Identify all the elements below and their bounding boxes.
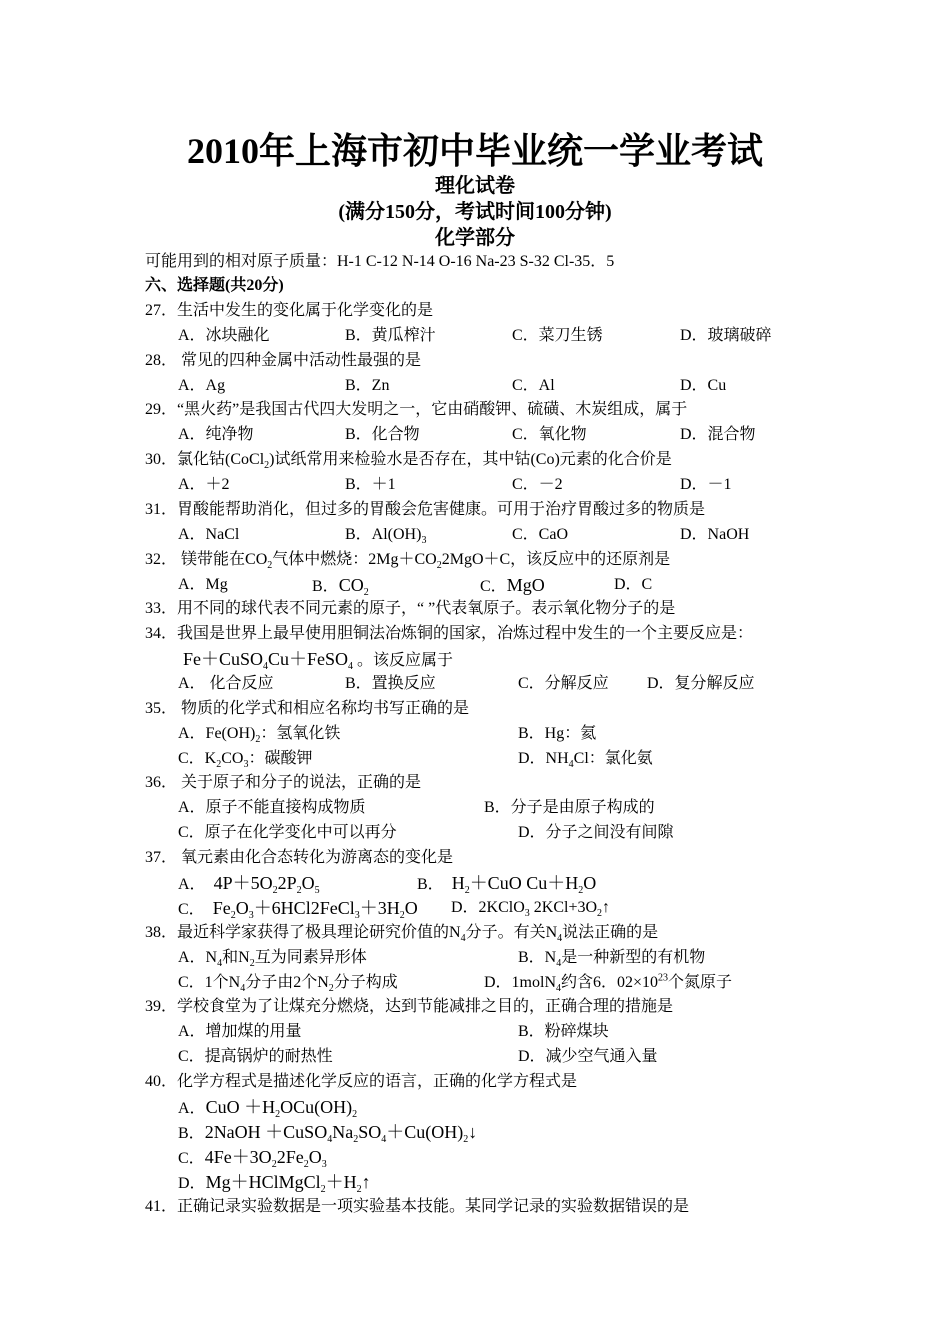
option-d[interactable]: D．Cu (680, 377, 727, 394)
question-stem: 常见的四种金属中活动性最强的是 (177, 352, 422, 369)
option-a[interactable]: A．Ag (178, 377, 226, 394)
option-a[interactable]: A．纯净物 (178, 426, 254, 443)
option-b[interactable]: B．化合物 (345, 426, 420, 443)
question-number: 30． (145, 451, 178, 468)
question-38: 38．最近科学家获得了极具理论研究价值的$N_4$分子。有关$N_4$说法正确的是 (145, 924, 659, 945)
part-title: 化学部分 (435, 227, 515, 249)
option-d[interactable]: D．玻璃破碎 (680, 327, 772, 344)
option-b[interactable]: B．$N_4$是一种新型的有机物 (518, 949, 706, 970)
question-37 (145, 848, 950, 868)
section-heading: 六、选择题(共20分) (145, 277, 284, 294)
question-32: 32． 镁带能在$CO_2$气体中燃烧：$2Mg+CO_22MgO+C$，该反应中的还原剂是 (145, 551, 671, 572)
option-b[interactable]: B．黄瓜榨汁 (345, 327, 436, 344)
option-b[interactable]: B．$Al(OH)_3$ (345, 526, 427, 547)
option-d[interactable]: D．C (614, 576, 653, 593)
option-b[interactable]: B．置换反应 (345, 675, 436, 692)
option-a[interactable]: A．＋2 (178, 476, 230, 493)
question-stem: 氧元素由化合态转化为游离态的变化是 (177, 849, 454, 866)
option-b[interactable]: B． $H_2+CuO$ $Cu+H_2O$ (417, 873, 597, 897)
question-31 (145, 500, 950, 520)
option-c[interactable]: C．菜刀生锈 (512, 327, 603, 344)
question-number: 33． (145, 600, 178, 617)
option-a[interactable]: A．CuO $+H_2OCu(OH)_2$ (178, 1097, 358, 1121)
option-d[interactable]: D．NaOH (680, 526, 750, 543)
option-c[interactable]: C．－2 (512, 476, 563, 493)
question-number: 41． (145, 1198, 178, 1215)
option-a[interactable]: A． 化合反应 (178, 675, 274, 692)
question-number: 34． (145, 625, 178, 642)
option-b[interactable]: B．分子是由原子构成的 (484, 799, 655, 816)
question-stem: 物质的化学式和相应名称均书写正确的是 (177, 700, 470, 717)
option-a[interactable]: A． $4P+5O_22P_2O_5$ (178, 873, 320, 897)
option-a[interactable]: A．$Fe(OH)_2$：氢氧化铁 (178, 725, 341, 746)
option-d[interactable]: D．复分解反应 (647, 675, 755, 692)
question-28 (145, 351, 950, 371)
question-number: 37． (145, 849, 178, 866)
option-d[interactable]: D．2KClO$_3$ $2KCl+3O_2↑$ (451, 899, 611, 920)
exam-title: 2010年上海市初中毕业统一学业考试 (186, 131, 763, 171)
question-number: 39． (145, 998, 178, 1015)
atomic-masses: 可能用到的相对原子质量：H-1 C-12 N-14 O-16 Na-23 S-32 Cl-35．5 (145, 253, 615, 270)
question-stem: 化学方程式是描述化学反应的语言，正确的化学方程式是 (177, 1073, 578, 1090)
option-b[interactable]: B．$CO_2$ (312, 575, 369, 599)
option-c[interactable]: C．$K_2CO_3$：碳酸钾 (178, 750, 313, 771)
question-35 (145, 699, 950, 719)
question-stem: 我国是世界上最早使用胆铜法冶炼铜的国家，冶炼过程中发生的一个主要反应是： (177, 625, 754, 642)
equation-34: Fe＋CuSO$_4$Cu＋FeSO$_4$ 。该反应属于 (183, 649, 454, 673)
option-c[interactable]: C．氧化物 (512, 426, 587, 443)
question-number: 32． (145, 551, 178, 568)
option-b[interactable]: B．粉碎煤块 (518, 1023, 609, 1040)
question-stem: 学校食堂为了让煤充分燃烧，达到节能减排之目的，正确合理的措施是 (177, 998, 674, 1015)
option-c[interactable]: C．MgO (480, 575, 545, 595)
question-stem: 生活中发生的变化属于化学变化的是 (177, 302, 434, 319)
exam-subtitle: 理化试卷 (435, 175, 515, 197)
option-a[interactable]: A．Mg (178, 576, 228, 593)
question-number: 40． (145, 1073, 178, 1090)
question-34 (145, 624, 950, 644)
question-41 (145, 1197, 950, 1217)
question-number: 36． (145, 774, 178, 791)
option-a[interactable]: A．NaCl (178, 526, 240, 543)
option-d[interactable]: D．减少空气通入量 (518, 1048, 658, 1065)
option-c[interactable]: C．分解反应 (518, 675, 609, 692)
question-stem: 胃酸能帮助消化，但过多的胃酸会危害健康。可用于治疗胃酸过多的物质是 (177, 501, 706, 518)
option-a[interactable]: A．冰块融化 (178, 327, 270, 344)
question-40 (145, 1072, 950, 1092)
question-number: 31． (145, 501, 178, 518)
option-b[interactable]: B．Zn (345, 377, 390, 394)
question-27 (145, 301, 950, 321)
question-stem: “黑火药”是我国古代四大发明之一，它由硝酸钾、硫磺、木炭组成，属于 (177, 401, 688, 418)
option-d[interactable]: D．1molN$_4$约含6．$02\times 10^{23}$个氮原子 (484, 972, 733, 995)
option-c[interactable]: C．CaO (512, 526, 569, 543)
option-c[interactable]: C．原子在化学变化中可以再分 (178, 824, 397, 841)
question-number: 35． (145, 700, 178, 717)
question-33 (145, 599, 950, 619)
question-stem: 用不同的球代表不同元素的原子，“ ”代表氧原子。表示氧化物分子的是 (177, 600, 676, 617)
option-a[interactable]: A．原子不能直接构成物质 (178, 799, 366, 816)
option-c[interactable]: C． $Fe_2O_3+6HCl2FeCl_3+3H_2O$ (178, 898, 418, 922)
option-d[interactable]: D．分子之间没有间隙 (518, 824, 674, 841)
question-number: 38． (145, 924, 178, 941)
question-number: 29． (145, 401, 178, 418)
option-b[interactable]: B．＋1 (345, 476, 396, 493)
option-d[interactable]: D．$Mg+HClMgCl_2+H_2↑$ (178, 1172, 371, 1196)
option-d[interactable]: D．混合物 (680, 426, 756, 443)
question-39 (145, 997, 950, 1017)
option-a[interactable]: A．$N_4$和$N_2$互为同素异形体 (178, 949, 367, 970)
question-number: 28． (145, 352, 178, 369)
question-30: 30．氯化钴(CoCl$_2$)试纸常用来检验水是否存在，其中钴(Co)元素的化合价是 (145, 451, 672, 472)
question-stem: 正确记录实验数据是一项实验基本技能。某同学记录的实验数据错误的是 (177, 1198, 690, 1215)
question-stem: 关于原子和分子的说法，正确的是 (177, 774, 422, 791)
option-c[interactable]: C．Al (512, 377, 555, 394)
option-c[interactable]: C．1个$N_4$分子由2个$N_2$分子构成 (178, 974, 398, 995)
option-d[interactable]: D．$NH_4Cl$：氯化氨 (518, 750, 653, 771)
option-c[interactable]: C．$4Fe+3O_22Fe_2O_3$ (178, 1147, 327, 1171)
score-info: (满分150分，考试时间100分钟) (338, 201, 612, 223)
question-number: 27． (145, 302, 178, 319)
option-b[interactable]: B．2NaOH $+CuSO_4Na_2SO_4+Cu(OH)_2↓$ (178, 1122, 478, 1146)
option-a[interactable]: A．增加煤的用量 (178, 1023, 302, 1040)
question-36 (145, 773, 950, 793)
option-c[interactable]: C．提高锅炉的耐热性 (178, 1048, 333, 1065)
option-d[interactable]: D．－1 (680, 476, 732, 493)
question-29 (145, 400, 950, 420)
option-b[interactable]: B．Hg：氦 (518, 725, 597, 742)
